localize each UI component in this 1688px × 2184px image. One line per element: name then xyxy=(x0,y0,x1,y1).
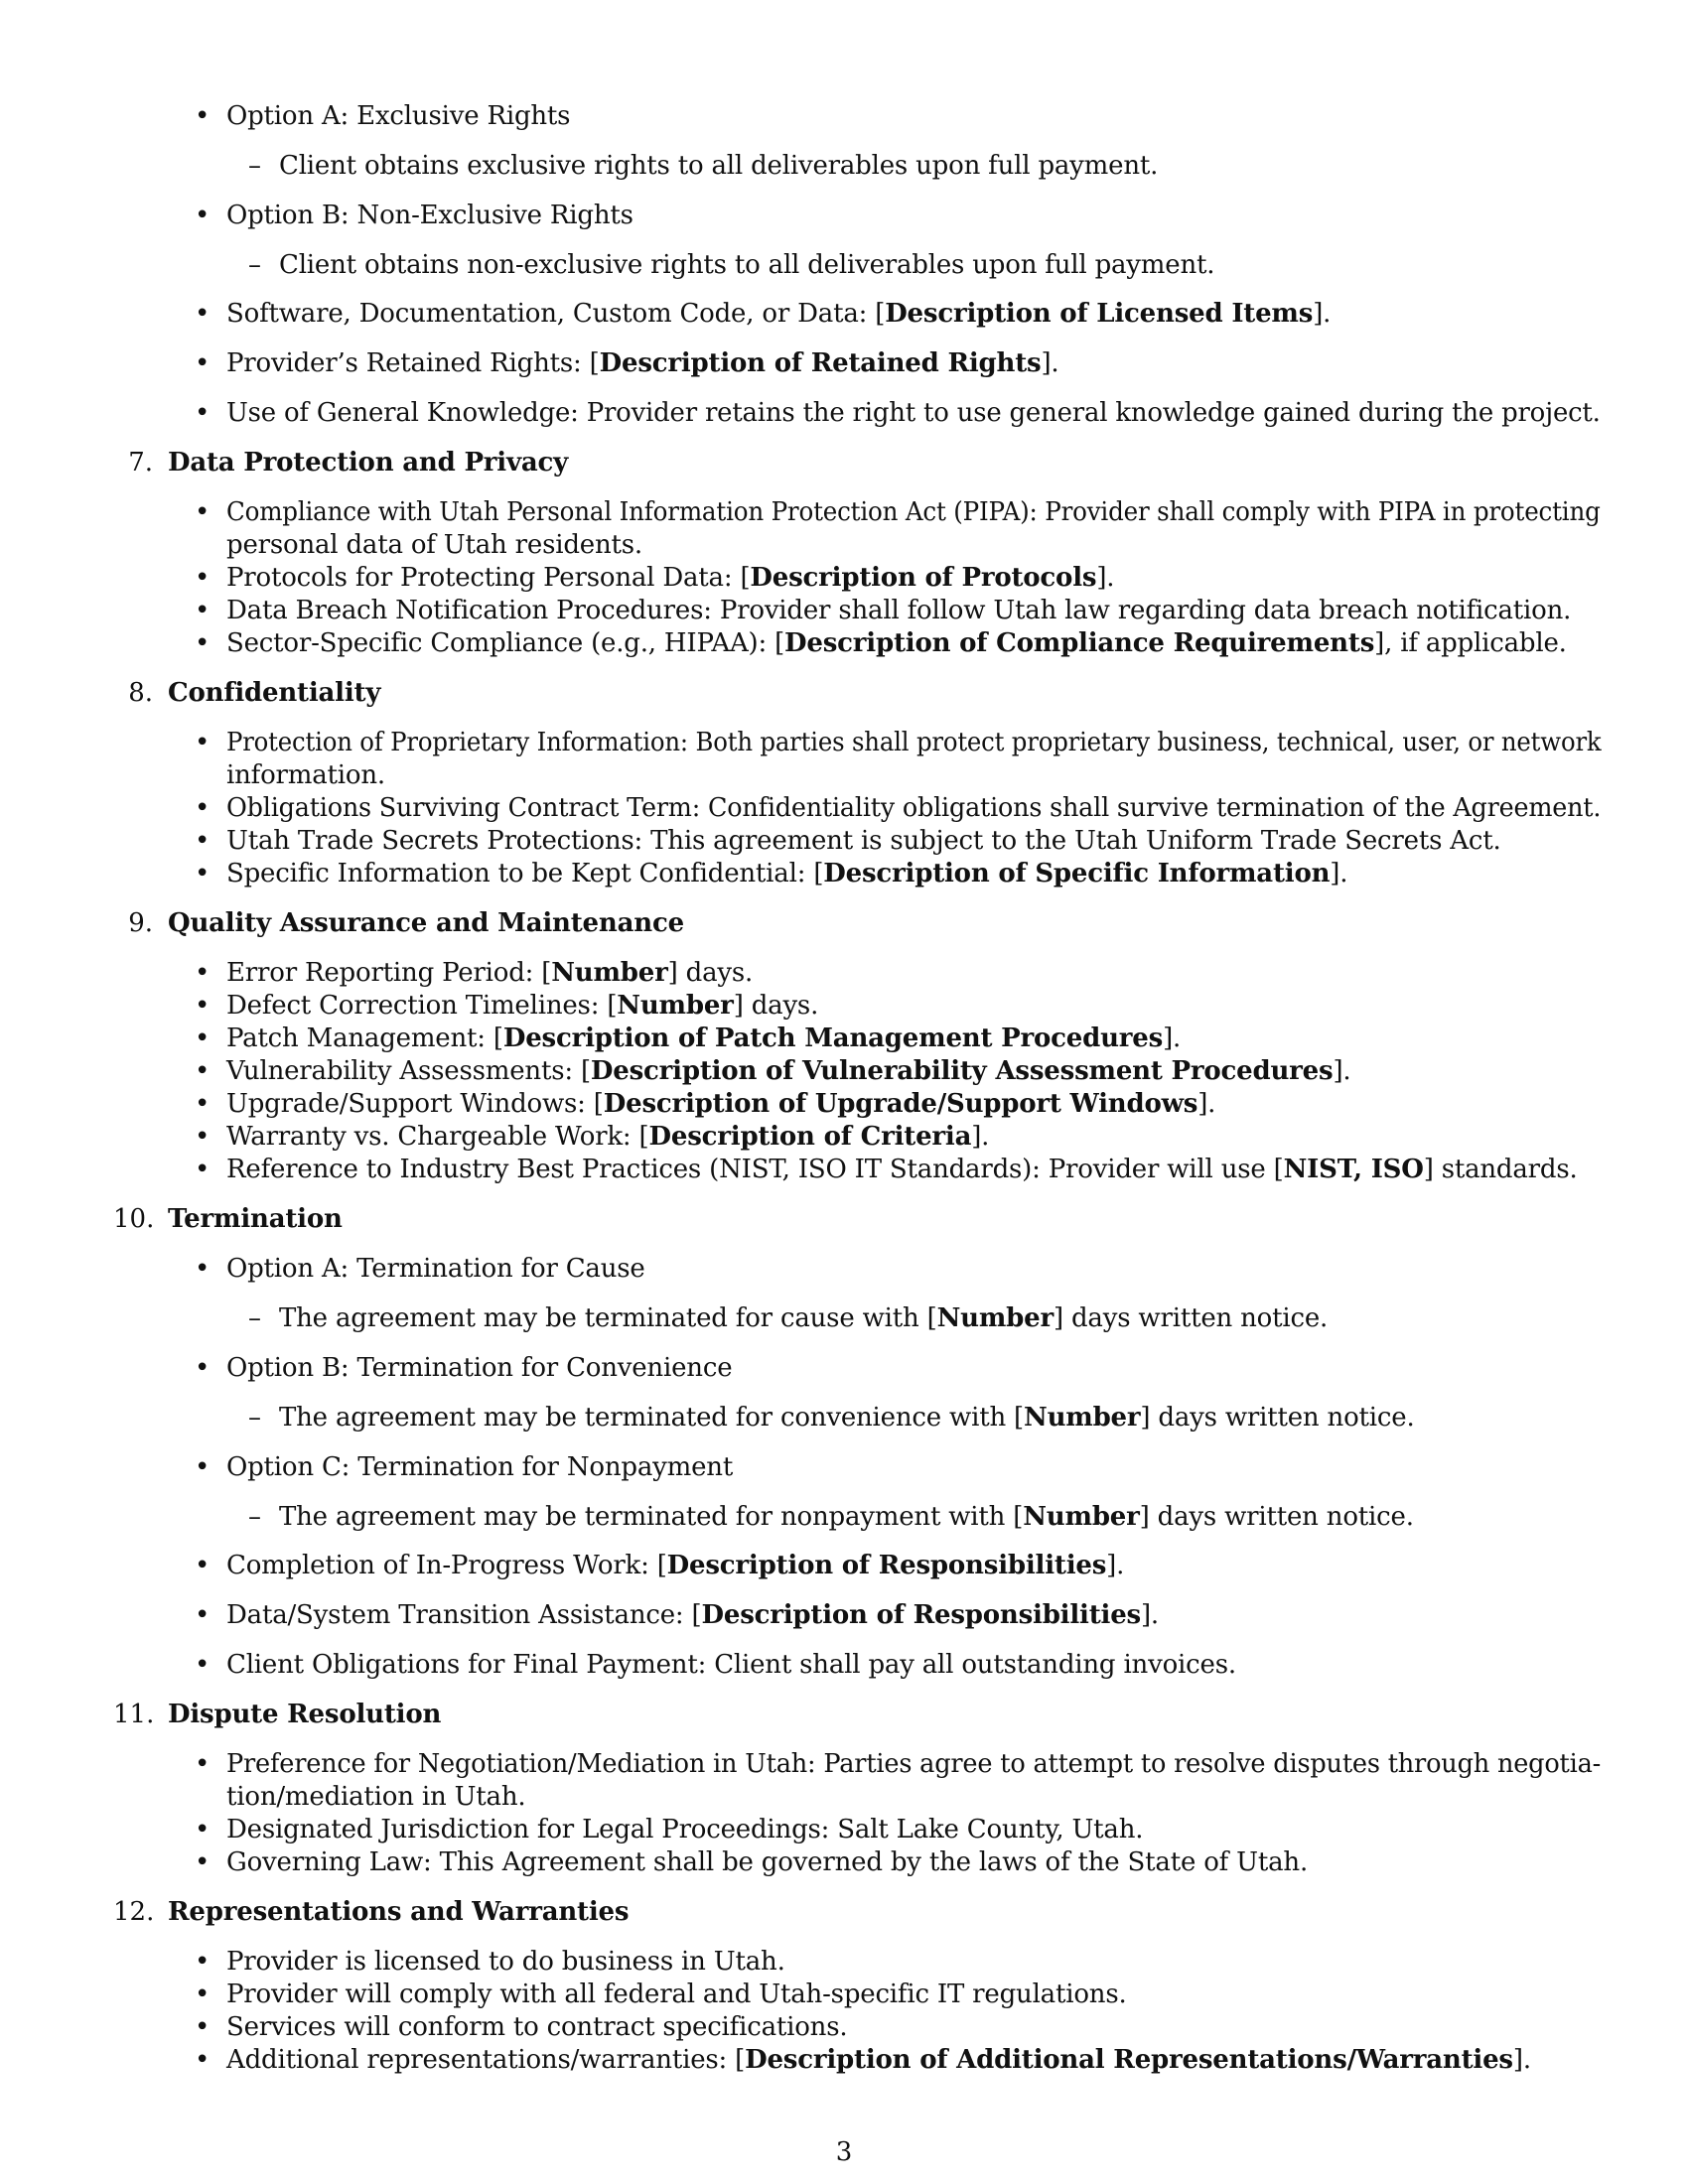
list-item: Reference to Industry Best Practices (NIST, ISO IT Standards): Provider will use [NIST, ISO] standards. xyxy=(226,1155,1578,1184)
bullet-icon: • xyxy=(195,826,211,856)
list-item: Client Obligations for Final Payment: Client shall pay all outstanding invoices. xyxy=(226,1650,1236,1680)
list-item-continuation: information. xyxy=(226,760,385,790)
bullet-icon: • xyxy=(195,1947,211,1977)
list-item: Provider will comply with all federal and Utah-specific IT regulations. xyxy=(226,1979,1127,2009)
dash-icon: – xyxy=(248,250,261,280)
bullet-icon: • xyxy=(195,1155,211,1184)
bullet-icon: • xyxy=(195,398,211,428)
dash-icon: – xyxy=(248,1502,261,1532)
list-item: Compliance with Utah Personal Information Protection Act (PIPA): Provider shall comply with PIPA in protecting xyxy=(226,497,1601,527)
bullet-icon: • xyxy=(195,628,211,658)
bullet-icon: • xyxy=(195,2012,211,2042)
list-item: Warranty vs. Chargeable Work: [Description of Criteria]. xyxy=(226,1122,990,1152)
dash-icon: – xyxy=(248,151,261,181)
page-number: 3 xyxy=(835,2137,853,2167)
list-item: Governing Law: This Agreement shall be governed by the laws of the State of Utah. xyxy=(226,1847,1309,1877)
list-item: Option A: Termination for Cause xyxy=(226,1254,645,1284)
section-heading: Confidentiality xyxy=(168,678,381,708)
list-item: Additional representations/warranties: [Description of Additional Representations/Warranties]. xyxy=(226,2045,1531,2075)
list-item: Use of General Knowledge: Provider retains the right to use general knowledge gained during the project. xyxy=(226,398,1601,428)
bullet-icon: • xyxy=(195,728,211,757)
sub-list-item: Client obtains non-exclusive rights to all deliverables upon full payment. xyxy=(279,250,1215,280)
list-item: Services will conform to contract specifications. xyxy=(226,2012,848,2042)
list-item: Option B: Non-Exclusive Rights xyxy=(226,201,633,230)
section-number: 11. xyxy=(113,1700,155,1729)
list-item: Option B: Termination for Convenience xyxy=(226,1353,733,1383)
list-item: Option A: Exclusive Rights xyxy=(226,101,571,131)
sub-list-item: The agreement may be terminated for cause with [Number] days written notice. xyxy=(279,1303,1329,1333)
bullet-icon: • xyxy=(195,793,211,823)
bullet-icon: • xyxy=(195,1452,211,1482)
list-item: Option C: Termination for Nonpayment xyxy=(226,1452,734,1482)
bullet-icon: • xyxy=(195,1600,211,1630)
bullet-icon: • xyxy=(195,1254,211,1284)
bullet-icon: • xyxy=(195,1650,211,1680)
bullet-icon: • xyxy=(195,958,211,988)
list-item: Sector-Specific Compliance (e.g., HIPAA): [Description of Compliance Requirements], if applicable. xyxy=(226,628,1567,658)
list-item: Preference for Negotiation/Mediation in Utah: Parties agree to attempt to resolve disputes through negotia- xyxy=(226,1749,1602,1779)
section-number: 10. xyxy=(113,1204,155,1234)
list-item-continuation: personal data of Utah residents. xyxy=(226,530,642,560)
bullet-icon: • xyxy=(195,1089,211,1119)
bullet-icon: • xyxy=(195,1749,211,1779)
bullet-icon: • xyxy=(195,101,211,131)
list-item: Error Reporting Period: [Number] days. xyxy=(226,958,754,988)
bullet-icon: • xyxy=(195,299,211,329)
dash-icon: – xyxy=(248,1303,261,1333)
list-item: Vulnerability Assessments: [Description of Vulnerability Assessment Procedures]. xyxy=(226,1056,1351,1086)
section-number: 7. xyxy=(128,448,153,478)
bullet-icon: • xyxy=(195,1847,211,1877)
list-item: Data Breach Notification Procedures: Provider shall follow Utah law regarding data breach notification. xyxy=(226,596,1572,625)
list-item: Defect Correction Timelines: [Number] days. xyxy=(226,991,819,1021)
bullet-icon: • xyxy=(195,991,211,1021)
bullet-icon: • xyxy=(195,348,211,378)
bullet-icon: • xyxy=(195,1815,211,1844)
section-heading: Termination xyxy=(168,1204,343,1234)
section-heading: Data Protection and Privacy xyxy=(168,448,569,478)
sub-list-item: The agreement may be terminated for convenience with [Number] days written notice. xyxy=(279,1403,1415,1433)
bullet-icon: • xyxy=(195,201,211,230)
section-number: 9. xyxy=(128,908,153,938)
list-item: Designated Jurisdiction for Legal Proceedings: Salt Lake County, Utah. xyxy=(226,1815,1144,1844)
list-item: Completion of In-Progress Work: [Description of Responsibilities]. xyxy=(226,1551,1125,1580)
bullet-icon: • xyxy=(195,596,211,625)
sub-list-item: The agreement may be terminated for nonpayment with [Number] days written notice. xyxy=(279,1502,1414,1532)
list-item: Data/System Transition Assistance: [Description of Responsibilities]. xyxy=(226,1600,1159,1630)
list-item: Protection of Proprietary Information: Both parties shall protect proprietary business, technical, user, or network xyxy=(226,728,1602,757)
bullet-icon: • xyxy=(195,1979,211,2009)
bullet-icon: • xyxy=(195,1551,211,1580)
list-item: Utah Trade Secrets Protections: This agreement is subject to the Utah Uniform Trade Secrets Act. xyxy=(226,826,1501,856)
list-item: Software, Documentation, Custom Code, or Data: [Description of Licensed Items]. xyxy=(226,299,1332,329)
list-item: Provider is licensed to do business in Utah. xyxy=(226,1947,785,1977)
dash-icon: – xyxy=(248,1403,261,1433)
list-item: Provider’s Retained Rights: [Description of Retained Rights]. xyxy=(226,348,1059,378)
bullet-icon: • xyxy=(195,1056,211,1086)
section-heading: Dispute Resolution xyxy=(168,1700,442,1729)
bullet-icon: • xyxy=(195,1024,211,1053)
bullet-icon: • xyxy=(195,563,211,593)
list-item: Obligations Surviving Contract Term: Confidentiality obligations shall survive termination of the Agreement. xyxy=(226,793,1602,823)
section-number: 8. xyxy=(128,678,153,708)
bullet-icon: • xyxy=(195,2045,211,2075)
section-number: 12. xyxy=(113,1897,155,1927)
section-heading: Quality Assurance and Maintenance xyxy=(168,908,684,938)
list-item: Protocols for Protecting Personal Data: [Description of Protocols]. xyxy=(226,563,1115,593)
bullet-icon: • xyxy=(195,497,211,527)
bullet-icon: • xyxy=(195,859,211,888)
bullet-icon: • xyxy=(195,1353,211,1383)
section-heading: Representations and Warranties xyxy=(168,1897,630,1927)
list-item-continuation: tion/mediation in Utah. xyxy=(226,1782,526,1812)
list-item: Patch Management: [Description of Patch Management Procedures]. xyxy=(226,1024,1182,1053)
sub-list-item: Client obtains exclusive rights to all deliverables upon full payment. xyxy=(279,151,1159,181)
list-item: Upgrade/Support Windows: [Description of Upgrade/Support Windows]. xyxy=(226,1089,1216,1119)
list-item: Specific Information to be Kept Confidential: [Description of Specific Information]. xyxy=(226,859,1348,888)
bullet-icon: • xyxy=(195,1122,211,1152)
